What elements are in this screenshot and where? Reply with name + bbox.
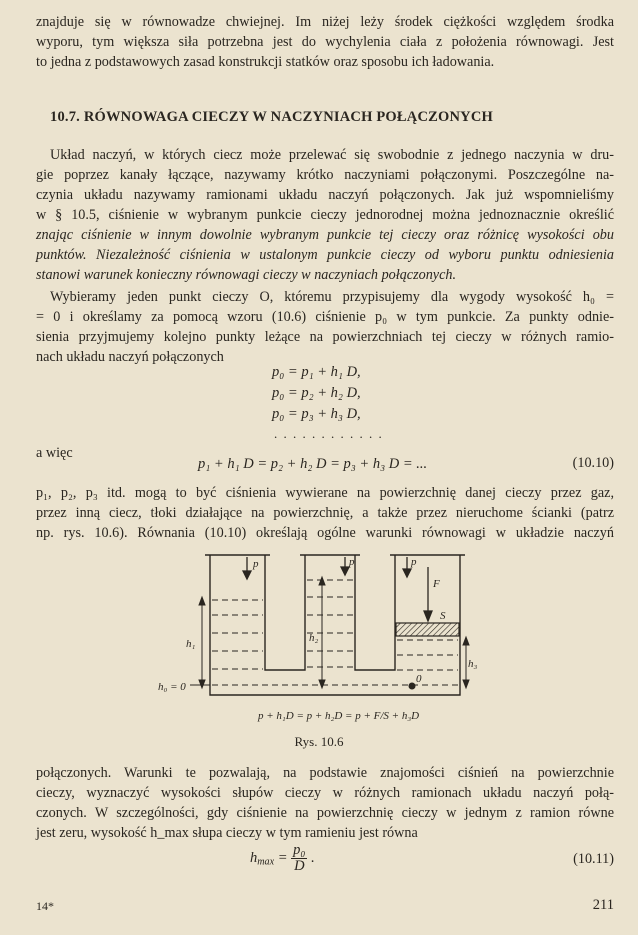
equation-number: (10.11) — [573, 851, 614, 867]
text-line: Układ naczyń, w których ciecz może przelewać się swobodnie z jednego naczynia w dru- — [50, 147, 614, 163]
label-h3: h₃ — [468, 658, 478, 670]
section-heading: 10.7. RÓWNOWAGA CIECZY W NACZYNIACH POŁĄCZONYCH — [50, 109, 493, 125]
label-h1: h₁ — [186, 638, 196, 650]
text-line: gie poprzez kanały łączące, nazywamy krótko naczyniami połączonymi. Poszczególne na- — [36, 167, 614, 183]
text-line: jest zeru, wysokość h_max słupa cieczy w tym ramieniu jest równa — [36, 825, 418, 841]
text-line: np. rys. 10.6). Równania (10.10) określają ogólne warunki równowagi w układzie naczyń — [36, 525, 614, 541]
label-h0: h₀ = 0 — [158, 681, 186, 693]
sheet-signature: 14* — [36, 899, 54, 913]
point-o-marker — [409, 683, 415, 689]
text-line: znajduje się w równowadze chwiejnej. Im niżej leży środek ciężkości względem środka — [36, 14, 614, 30]
figure-caption: Rys. 10.6 — [294, 734, 344, 749]
equation-2: p₀ = p₂ + h₂ D, — [272, 385, 361, 401]
text-line: p₁, p₂, p₃ itd. mogą to być ciśnienia wywierane na powierzchnię danej cieczy przez gaz, — [36, 485, 614, 501]
fraction — [291, 843, 307, 874]
text-line: to jedna z podstawowych zasad konstrukcji statków oraz sposobu ich ładowania. — [36, 54, 495, 70]
fraction-numerator: p₀ — [293, 842, 306, 858]
equation-hmax: $h_{max}$ = $\frac{\text{p₀}}{D}$ . — [250, 842, 315, 874]
label-force: F — [433, 578, 440, 590]
text-line: stanowi warunek konieczny równowagi cieczy w naczyniach połączonych. — [36, 267, 457, 283]
label-area: S — [440, 610, 446, 622]
text-line: = 0 i określamy za pomocą wzoru (10.6) ciśnienie p₀ w tym punkcie. Za punkty odnie- — [36, 309, 614, 325]
label-point-o: 0 — [416, 673, 422, 685]
equation-number: (10.10) — [572, 455, 614, 471]
text-line: punktów. Niezależność ciśnienia w ustalonym punkcie cieczy od wyboru punktu odniesienia — [36, 247, 614, 263]
text-line: przez inną ciecz, tłoki działające na powierzchnię, a także przez nieruchome ścianki (patrz — [36, 505, 614, 521]
text-line: połączonych. Warunki te pozwalają, na podstawie znajomości ciśnień na powierzchnie — [36, 765, 614, 781]
text-line: cieczy, wyznaczyć wysokości słupów cieczy w różnych ramionach układu naczyń połą- — [36, 785, 614, 801]
ellipsis-dots: . . . . . . . . . . . . — [274, 426, 384, 441]
fraction-denominator: D — [294, 858, 305, 874]
equation-3: p₀ = p₃ + h₃ D, — [272, 406, 361, 422]
text-line: Wybieramy jeden punkt cieczy O, któremu przypisujemy dla wygody wysokość h₀ = — [50, 289, 614, 305]
text-line: sienia przyjmujemy kolejno punkty leżące na powierzchniach tej cieczy w różnych ramio- — [36, 329, 614, 345]
text-line: czynia układu nazywamy ramionami układu naczyń połączonych. Jak już wspomnieliśmy — [36, 187, 614, 203]
figure-formula: p + h₁D = p + h₂D = p + F/S + h₃D — [258, 710, 420, 722]
equation-4: p₁ + h₁ D = p₂ + h₂ D = p₃ + h₃ D = ... — [198, 456, 428, 472]
connected-vessels-figure — [150, 545, 480, 728]
equation-1: p₀ = p₁ + h₁ D, — [272, 364, 361, 380]
text-line: a więc — [36, 445, 73, 461]
text-line: wyporu, tym większa siła potrzebna jest do wychylenia ciała z położenia równowagi. Jest — [36, 34, 614, 50]
label-h2: h₂ — [309, 632, 319, 644]
page-number: 211 — [592, 897, 614, 913]
hmax-subscript: max — [257, 856, 275, 868]
hmax-symbol: h — [250, 849, 258, 866]
label-p1: p — [253, 558, 259, 570]
text-line: w § 10.5, ciśnienie w wybranym punkcie cieczy jednorodnej można jednoznacznie określić — [36, 207, 614, 223]
text-line: czonych. W szczególności, gdy ciśnienie na powierzchnię cieczy w jednym z ramion równe — [36, 805, 614, 821]
label-p3: p — [411, 556, 417, 568]
label-p2: p — [349, 556, 355, 568]
piston-shape — [396, 623, 459, 636]
text-line: nach układu naczyń połączonych — [36, 349, 224, 365]
text-line: znając ciśnienie w innym dowolnie wybranym punkcie tej cieczy oraz różnicę wysokości obu — [36, 227, 614, 243]
